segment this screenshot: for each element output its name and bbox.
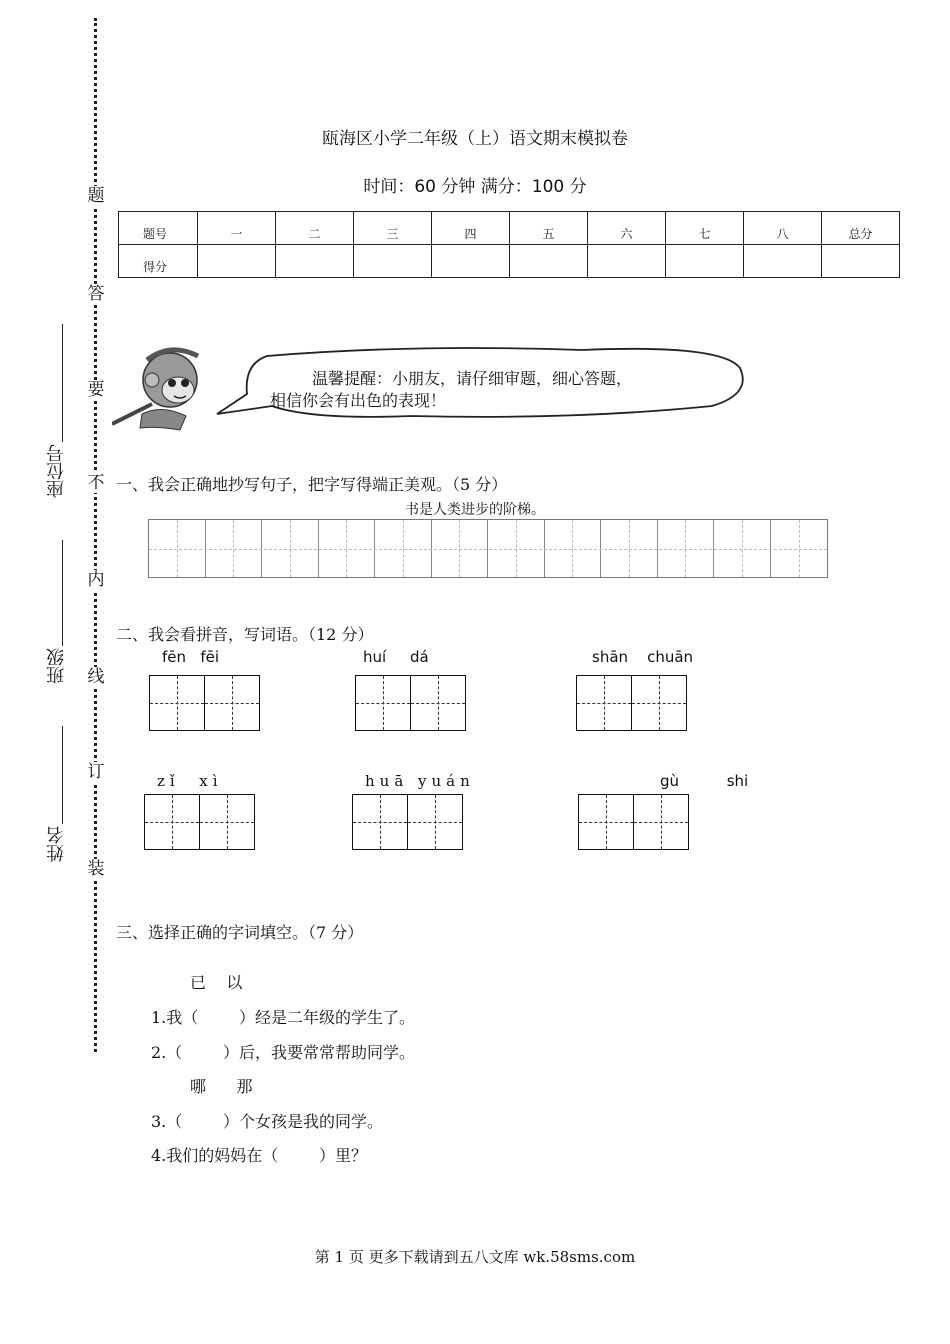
reminder-line-2: 相信你会有出色的表现！ [270, 391, 447, 410]
writing-cell[interactable] [488, 520, 545, 577]
writing-cell[interactable] [319, 520, 376, 577]
seal-char: 不 [87, 473, 105, 493]
seal-char: 题 [87, 186, 105, 206]
writing-cell[interactable] [658, 520, 715, 577]
table-header-cell: 二 [276, 212, 354, 245]
writing-grid[interactable] [148, 519, 828, 578]
tianzige-box[interactable] [407, 794, 463, 850]
pinyin-label: gù shi [660, 772, 749, 790]
tianzige-box[interactable] [576, 675, 632, 731]
name-label: 姓名 [46, 826, 67, 862]
writing-cell[interactable] [262, 520, 319, 577]
score-cell[interactable] [666, 245, 744, 278]
class-label: 班级 [46, 648, 67, 684]
tianzige-pair[interactable] [352, 794, 463, 850]
tianzige-pair[interactable] [576, 675, 687, 731]
score-cell[interactable] [198, 245, 276, 278]
pinyin-label: fēn fēi [162, 648, 219, 666]
tianzige-box[interactable] [578, 794, 634, 850]
score-cell[interactable] [510, 245, 588, 278]
score-cell[interactable] [432, 245, 510, 278]
option-group-2: 哪 那 [190, 1077, 253, 1096]
tianzige-pair[interactable] [355, 675, 466, 731]
tianzige-box[interactable] [355, 675, 411, 731]
section-2-heading: 二、我会看拼音，写词语。（12 分） [116, 625, 374, 644]
tianzige-pair[interactable] [578, 794, 689, 850]
writing-cell[interactable] [206, 520, 263, 577]
name-blank[interactable] [62, 726, 63, 824]
table-header-cell: 七 [666, 212, 744, 245]
score-row-label: 得分 [119, 245, 198, 278]
writing-cell[interactable] [149, 520, 206, 577]
table-header-cell: 三 [354, 212, 432, 245]
question-1[interactable]: 1.我（ ）经是二年级的学生了。 [151, 1008, 415, 1027]
class-blank[interactable] [62, 540, 63, 646]
score-cell[interactable] [744, 245, 822, 278]
table-header-cell: 五 [510, 212, 588, 245]
writing-cell[interactable] [771, 520, 828, 577]
seal-char: 线 [87, 667, 105, 687]
tianzige-box[interactable] [199, 794, 255, 850]
seat-blank[interactable] [62, 324, 63, 442]
table-header-cell: 一 [198, 212, 276, 245]
question-4[interactable]: 4.我们的妈妈在（ ）里？ [151, 1146, 367, 1165]
question-3[interactable]: 3.（ ）个女孩是我的同学。 [151, 1112, 383, 1131]
tianzige-pair[interactable] [144, 794, 255, 850]
tianzige-box[interactable] [149, 675, 205, 731]
table-row [119, 212, 900, 245]
seal-char: 装 [87, 859, 105, 879]
pinyin-label: zǐ xì [157, 772, 223, 790]
writing-cell[interactable] [545, 520, 602, 577]
writing-cell[interactable] [714, 520, 771, 577]
tianzige-box[interactable] [352, 794, 408, 850]
table-header-cell: 四 [432, 212, 510, 245]
reminder-line-1: 温馨提醒：小朋友，请仔细审题，细心答题， [312, 369, 633, 388]
question-2[interactable]: 2.（ ）后，我要常常帮助同学。 [151, 1043, 415, 1062]
tianzige-pair[interactable] [149, 675, 260, 731]
score-cell[interactable] [354, 245, 432, 278]
table-header-cell: 题号 [119, 212, 198, 245]
tianzige-box[interactable] [631, 675, 687, 731]
option-group-1: 已 以 [190, 973, 243, 992]
seal-char: 内 [87, 570, 105, 590]
copy-sentence: 书是人类进步的阶梯。 [405, 502, 545, 518]
score-table [118, 211, 900, 278]
seal-char: 答 [87, 284, 105, 304]
writing-cell[interactable] [375, 520, 432, 577]
pinyin-label: huí dá [363, 648, 429, 666]
seal-char: 订 [87, 762, 105, 782]
pinyin-label: huā yuán [365, 772, 475, 790]
table-header-cell: 八 [744, 212, 822, 245]
seal-char: 要 [87, 380, 105, 400]
writing-cell[interactable] [432, 520, 489, 577]
table-header-cell: 六 [588, 212, 666, 245]
tianzige-box[interactable] [633, 794, 689, 850]
tianzige-box[interactable] [204, 675, 260, 731]
tianzige-box[interactable] [410, 675, 466, 731]
section-1-heading: 一、我会正确地抄写句子，把字写得端正美观。（5 分） [116, 475, 508, 494]
section-3-heading: 三、选择正确的字词填空。（7 分） [116, 923, 364, 942]
exam-info: 时间：60 分钟 满分：100 分 [363, 177, 587, 197]
page-footer: 第 1 页 更多下载请到五八文库 wk.58sms.com [314, 1248, 636, 1266]
page-title: 瓯海区小学二年级（上）语文期末模拟卷 [322, 129, 628, 149]
seat-label: 座位号 [46, 444, 67, 498]
table-row [119, 245, 900, 278]
score-cell[interactable] [588, 245, 666, 278]
pinyin-label: shān chuān [592, 648, 694, 666]
score-cell[interactable] [822, 245, 900, 278]
writing-cell[interactable] [601, 520, 658, 577]
table-header-cell: 总分 [822, 212, 900, 245]
tianzige-box[interactable] [144, 794, 200, 850]
score-cell[interactable] [276, 245, 354, 278]
